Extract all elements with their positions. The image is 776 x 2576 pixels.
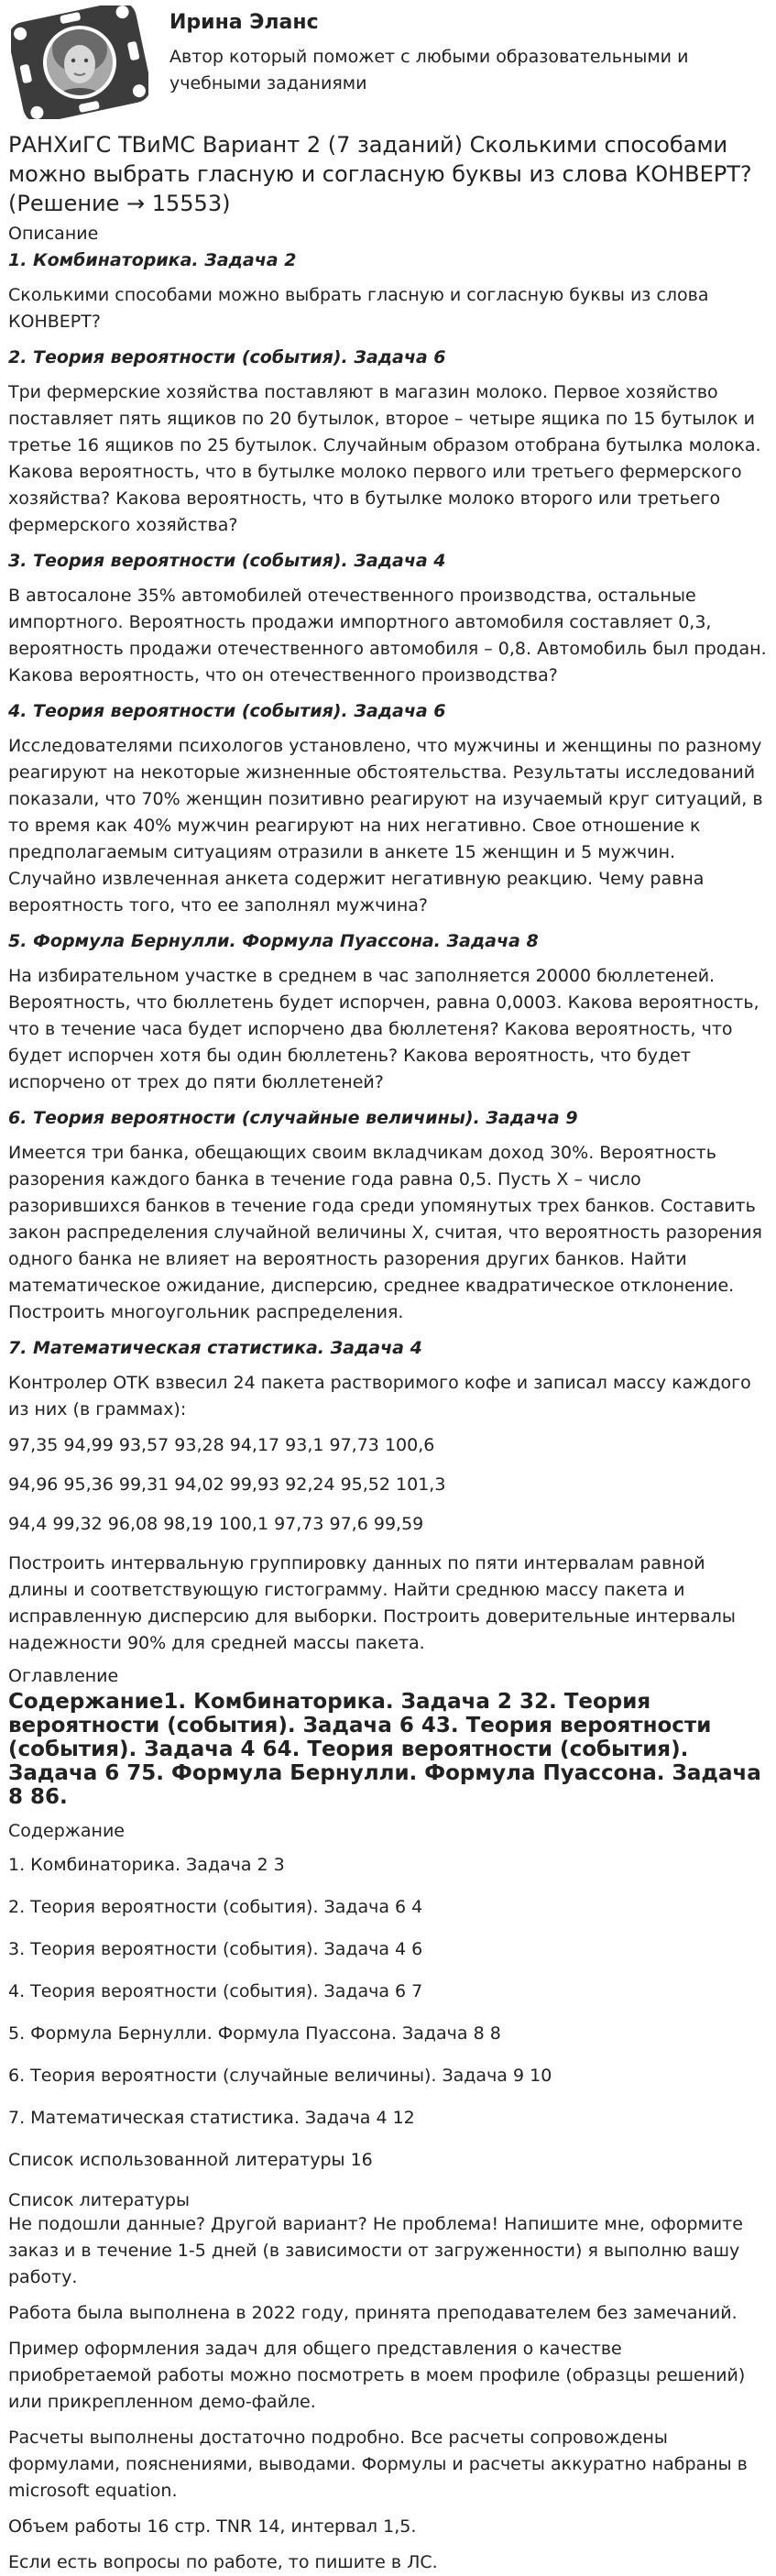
toc-heading: Содержание1. Комбинаторика. Задача 2 32. Теория вероятности (события). Задача 6 43. Теория вероятности (события). Задача 4 64. Теория вероятности (события). Задача 6 75. Формула Бернулли. Формула Пуассона. Задача 8 86. bbox=[8, 1690, 761, 1809]
contents-title: Содержание bbox=[8, 1821, 125, 1841]
task-7 bbox=[8, 1335, 768, 1657]
task-2 bbox=[8, 345, 768, 539]
task-1 bbox=[8, 247, 768, 335]
task-heading: 2. Теория вероятности (события). Задача 6 bbox=[8, 347, 446, 367]
measurement-row: 97,35 94,99 93,57 93,28 94,17 93,1 97,73 100,6 bbox=[8, 1435, 435, 1455]
task-4 bbox=[8, 698, 768, 919]
description-label: Описание bbox=[8, 224, 99, 244]
task-6 bbox=[8, 1105, 768, 1326]
toc-label: Оглавление bbox=[8, 1666, 119, 1686]
closing-paragraph: Работа была выполнена в 2022 году, принята преподавателем без замечаний. bbox=[8, 2303, 738, 2323]
contents-item: 7. Математическая статистика. Задача 4 12 bbox=[8, 2108, 415, 2128]
task-heading: 6. Теория вероятности (случайные величины). Задача 9 bbox=[8, 1108, 578, 1128]
document-title: РАНХиГС ТВиМС Вариант 2 (7 заданий) Сколькими способами можно выбрать гласную и согласную буквы из слова КОНВЕРТ? (Решение → 15553) bbox=[8, 132, 752, 216]
task-5 bbox=[8, 928, 768, 1096]
closing-paragraph: Расчеты выполнены достаточно подробно. Все расчеты сопровождены формулами, пояснениями, выводами. Формулы и расчеты аккуратно набраны в microsoft equation. bbox=[8, 2428, 748, 2501]
task-3 bbox=[8, 548, 768, 689]
contents-item: 4. Теория вероятности (события). Задача 6 7 bbox=[8, 1981, 423, 2001]
contents-item: Список использованной литературы 16 bbox=[8, 2150, 373, 2170]
references-title: Список литературы bbox=[8, 2190, 190, 2210]
task-text: Три фермерские хозяйства поставляют в магазин молоко. Первое хозяйство поставляет пять ящиков по 20 бутылок, второе – четыре ящика по 15 бутылок и третье 16 ящиков по 25 бутылок. Случайным образом отобрана бутылка молока. Какова вероятность, что в бутылке молоко первого или третьего фермерского хозяйства? Какова вероятность, что в бутылке молоко второго или третьего фермерского хозяйства? bbox=[8, 382, 761, 535]
task-text: На избирательном участке в среднем в час заполняется 20000 бюллетеней. Вероятность, что бюллетень будет испорчен, равна 0,0003. Какова вероятность, что в течение часа будет испорчено два бюллетеня? Какова вероятность, что будет испорчен хотя бы один бюллетень? Какова вероятность, что будет испорчено от трех до пяти бюллетеней? bbox=[8, 966, 760, 1092]
task-heading: 7. Математическая статистика. Задача 4 bbox=[8, 1338, 422, 1358]
closing-paragraph: Пример оформления задач для общего представления о качестве приобретаемой работы можно посмотреть в моем профиле (образцы решений) или прикрепленном демо-файле. bbox=[8, 2339, 746, 2412]
closing-notes bbox=[8, 2211, 768, 2576]
film-reel-avatar-icon bbox=[11, 5, 148, 119]
contents-item: 5. Формула Бернулли. Формула Пуассона. Задача 8 8 bbox=[8, 2023, 501, 2044]
task-text: Имеется три банка, обещающих своим вкладчикам доход 30%. Вероятность разорения каждого банка в течение года равна 0,5. Пусть X – число разорившихся банков в течение года среди упомянутых трех банков. Составить закон распределения случайной величины X, считая, что вероятность разорения одного банка не влияет на вероятность разорения других банков. Найти математическое ожидание, дисперсию, среднее квадратическое отклонение. Построить многоугольник распределения. bbox=[8, 1143, 762, 1322]
task-text: Построить интервальную группировку данных по пяти интервалам равной длины и соответствующую гистограмму. Найти среднюю массу пакета и исправленную дисперсию для выборки. Построить доверительные интервалы надежности 90% для средней массы пакета. bbox=[8, 1553, 736, 1653]
closing-paragraph: Не подошли данные? Другой вариант? Не проблема! Напишите мне, оформите заказ и в течение 1-5 дней (в зависимости от загруженности) я выполню вашу работу. bbox=[8, 2214, 743, 2287]
measurement-row: 94,4 99,32 96,08 98,19 100,1 97,73 97,6 99,59 bbox=[8, 1514, 424, 1534]
measurement-row: 94,96 95,36 99,31 94,02 99,93 92,24 95,52 101,3 bbox=[8, 1474, 446, 1495]
closing-paragraph: Объем работы 16 стр. TNR 14, интервал 1,5. bbox=[8, 2516, 417, 2537]
contents-item: 3. Теория вероятности (события). Задача 4 6 bbox=[8, 1939, 423, 1959]
author-description: Автор который поможет с любыми образовательными и учебными заданиями bbox=[169, 47, 689, 93]
task-text: Контролер ОТК взвесил 24 пакета растворимого кофе и записал массу каждого из них (в граммах): bbox=[8, 1373, 751, 1420]
task-text: В автосалоне 35% автомобилей отечественного производства, остальные импортного. Вероятность продажи импортного автомобиля составляет 0,3, вероятность продажи отечественного автомобиля – 0,8. Автомобиль был продан. Какова вероятность, что он отечественного производства? bbox=[8, 586, 767, 685]
author-avatar[interactable] bbox=[8, 5, 151, 119]
contents-item: 2. Теория вероятности (события). Задача 6 4 bbox=[8, 1897, 423, 1917]
task-heading: 4. Теория вероятности (события). Задача 6 bbox=[8, 701, 446, 721]
contents-list bbox=[8, 1852, 768, 2174]
contents-item: 6. Теория вероятности (случайные величины). Задача 9 10 bbox=[8, 2066, 552, 2086]
author-name[interactable]: Ирина Эланс bbox=[169, 11, 319, 34]
task-heading: 3. Теория вероятности (события). Задача 4 bbox=[8, 551, 446, 571]
task-text: Исследователями психологов установлено, что мужчины и женщины по разному реагируют на некоторые жизненные обстоятельства. Результаты исследований показали, что 70% женщин позитивно реагируют на изучаемый круг ситуаций, в то время как 40% мужчин реагируют на них негативно. Свое отношение к предполагаемым ситуациям отразили в анкете 15 женщин и 5 мужчин. Случайно извлеченная анкета содержит негативную реакцию. Чему равна вероятность того, что ее заполнял мужчина? bbox=[8, 736, 763, 915]
task-heading: 1. Комбинаторика. Задача 2 bbox=[8, 250, 297, 270]
closing-paragraph: Если есть вопросы по работе, то пишите в ЛС. bbox=[8, 2552, 438, 2572]
author-info bbox=[169, 5, 768, 97]
task-heading: 5. Формула Бернулли. Формула Пуассона. Задача 8 bbox=[8, 931, 539, 951]
task-text: Сколькими способами можно выбрать гласную и согласную буквы из слова КОНВЕРТ? bbox=[8, 285, 709, 332]
author-card bbox=[8, 0, 768, 130]
contents-item: 1. Комбинаторика. Задача 2 3 bbox=[8, 1855, 285, 1875]
